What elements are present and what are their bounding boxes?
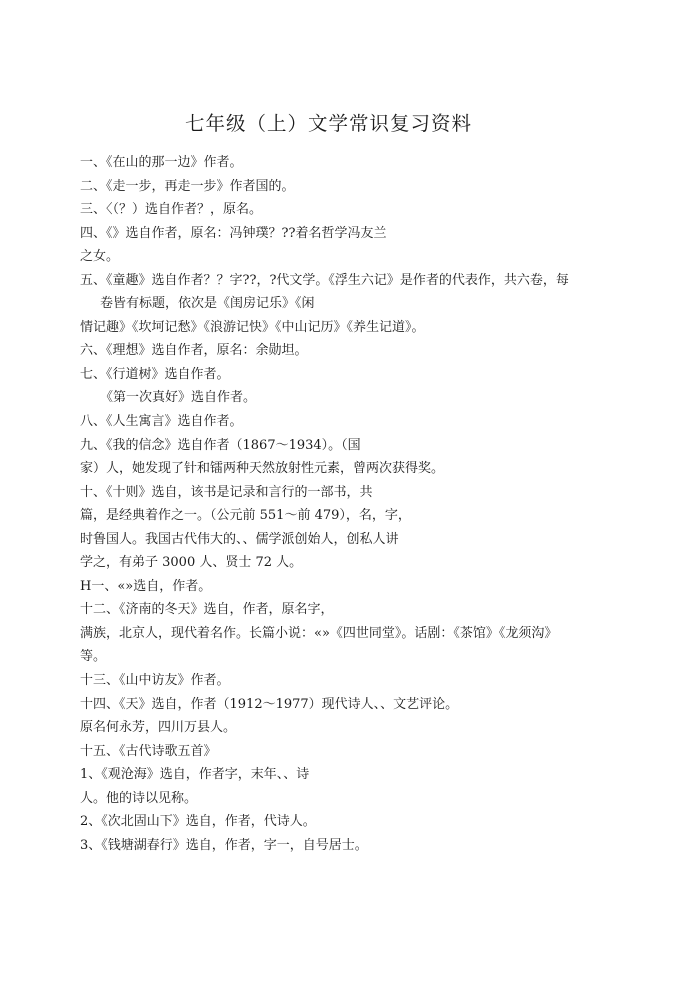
text-line: 原名何永芳，四川万县人。 bbox=[80, 720, 237, 736]
document-title: 七年级（上）文学常识复习资料 bbox=[185, 112, 473, 135]
text-line: 家）人，她发现了针和镭两种天然放射性元素，曾两次获得奖。 bbox=[80, 461, 445, 477]
text-line: 九、《我的信念》选自作者（1867～1934）。（国 bbox=[80, 437, 361, 453]
text-line: 时鲁国人。我国古代伟大的、、儒学派创始人，创私人讲 bbox=[80, 531, 399, 547]
text-line: 2、《次北固山下》选自，作者，代诗人。 bbox=[80, 814, 316, 830]
text-line: 情记趣》《坎坷记愁》《浪游记快》《中山记历》《养生记道》。 bbox=[80, 319, 425, 335]
text-line: 二、《走一步，再走一步》作者国的。 bbox=[80, 178, 295, 194]
text-line: 卷皆有标题，依次是《闺房记乐》《闲 bbox=[100, 296, 315, 312]
text-line: 满族，北京人，现代着名作。长篇小说：«»《四世同堂》。话剧：《茶馆》《龙须沟》 bbox=[80, 625, 558, 641]
text-line: 3、《钱塘湖春行》选自，作者，字一，自号居士。 bbox=[80, 837, 368, 853]
text-line: 五、《童趣》选自作者？？字??，?代文学。《浮生六记》是作者的代表作，共六卷，每 bbox=[80, 272, 569, 288]
text-line: 十、《十则》选自，该书是记录和言行的一部书，共 bbox=[80, 484, 373, 500]
text-line: 之女。 bbox=[80, 249, 120, 265]
text-line: 十五、《古代诗歌五首》 bbox=[80, 743, 217, 759]
text-line: 七、《行道树》选自作者。 bbox=[80, 366, 230, 382]
text-line: 十四、《天》选自，作者（1912～1977）现代诗人、、文艺评论。 bbox=[80, 696, 459, 712]
text-line: 学之，有弟子 3000 人、贤士 72 人。 bbox=[80, 555, 303, 571]
text-line: 八、《人生寓言》选自作者。 bbox=[80, 414, 243, 430]
text-line: 人。他的诗以见称。 bbox=[80, 790, 198, 806]
text-line: 三、〈（？）选自作者？，原名。 bbox=[80, 202, 263, 218]
document-body bbox=[80, 151, 680, 857]
text-line: 十二、《济南的冬天》选自，作者，原名字， bbox=[80, 602, 334, 618]
text-line: 四、《》选自作者，原名：冯钟璞？??着名哲学冯友兰 bbox=[80, 225, 387, 241]
text-line: 一、《在山的那一边》作者。 bbox=[80, 155, 243, 170]
text-line: 篇，是经典着作之一。（公元前 551～前 479），名，字， bbox=[80, 508, 411, 524]
text-line: 六、《理想》选自作者，原名：余勋坦。 bbox=[80, 343, 308, 359]
text-line: 十三、《山中访友》作者。 bbox=[80, 673, 230, 689]
text-line: 《第一次真好》选自作者。 bbox=[100, 390, 257, 406]
text-line: 等。 bbox=[80, 649, 107, 665]
text-line: H一、«»选自，作者。 bbox=[80, 578, 212, 594]
text-line: 1、《观沧海》选自，作者字，末年、、诗 bbox=[80, 767, 310, 783]
